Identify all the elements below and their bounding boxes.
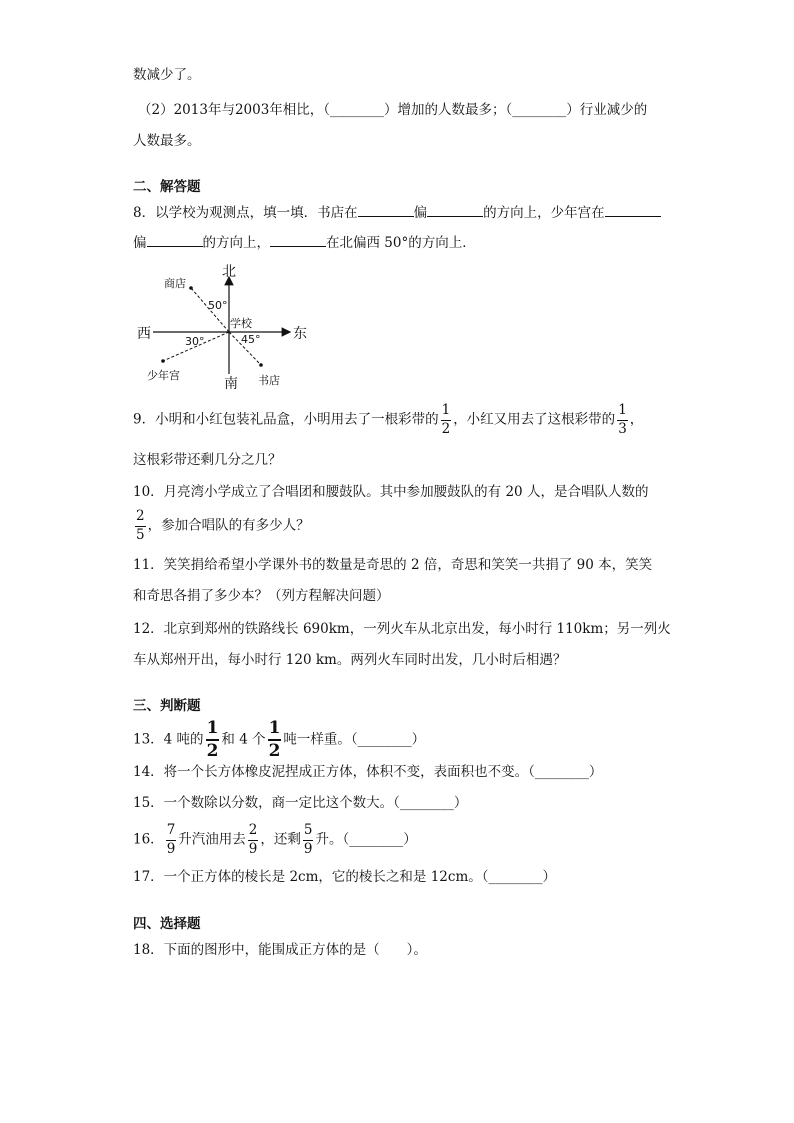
question-8-line-2 (133, 233, 476, 253)
question-10-line-2 (133, 510, 310, 542)
text: 升汽油用去 (178, 831, 246, 848)
text-line: 14．将一个长方体橡皮泥捏成正方体，体积不变，表面积也不变。（________） (133, 764, 603, 780)
answer-blank[interactable] (427, 204, 483, 217)
north-label: 北 (222, 264, 236, 280)
east-label: 东 (293, 326, 307, 342)
question-8-line-1 (133, 203, 661, 223)
shop-point (189, 286, 193, 290)
numerator: 2 (248, 824, 259, 841)
answer-blank[interactable] (147, 234, 203, 247)
shop-label: 商店 (164, 277, 186, 290)
text-line: 和奇思各捐了多少本？（列方程解决问题） (133, 588, 390, 604)
denominator: 2 (441, 420, 451, 437)
palace-point (161, 359, 165, 363)
text-line: 人数最多。 (133, 133, 201, 149)
fraction (135, 510, 146, 542)
text: 16． (133, 831, 164, 848)
fraction (166, 824, 177, 856)
text-line: 17．一个正方体的棱长是 2cm，它的棱长之和是 12cm。（________） (133, 869, 557, 885)
text: ，参加合唱队的有多少人？ (147, 517, 310, 534)
angle-50-label: 50° (208, 299, 228, 312)
denominator: 2 (206, 741, 219, 761)
denominator: 9 (303, 840, 313, 857)
text: ，小红又用去了这根彩带的 (453, 411, 616, 428)
angle-45-label: 45° (241, 333, 261, 346)
fraction (248, 824, 259, 856)
denominator: 9 (166, 840, 176, 857)
text: 13．4 吨的 (133, 731, 204, 748)
numerator: 1 (206, 720, 220, 741)
denominator: 2 (268, 741, 281, 761)
denominator: 3 (618, 420, 627, 437)
text-line: 数减少了。 (133, 67, 201, 83)
text-line: 18．下面的图形中，能围成正方体的是（ ）。 (133, 942, 427, 958)
text-line: 10．月亮湾小学成立了合唱团和腰鼓队。其中参加腰鼓队的有 20 人，是合唱队人数的 (133, 484, 649, 500)
text: 的方向上，少年宫在 (483, 205, 605, 221)
text-line: （2）2013年与2003年相比，（________）增加的人数最多；（________）行业减少的 (138, 102, 648, 118)
direction-diagram (133, 262, 318, 390)
text: 和 4 个 (221, 731, 266, 748)
text: ， (629, 411, 644, 428)
text: ，还剩 (260, 831, 301, 848)
numerator: 1 (617, 404, 628, 421)
angle-30-label: 30° (185, 335, 205, 348)
section-heading: 二、解答题 (133, 179, 201, 195)
text-line: 15．一个数除以分数，商一定比这个数大。（________） (133, 795, 468, 811)
denominator: 9 (248, 840, 258, 857)
south-label: 南 (224, 376, 238, 390)
text-line: 车从郑州开出，每小时行 120 km。两列火车同时出发，几小时后相遇？ (133, 652, 567, 668)
fraction (441, 404, 452, 436)
text-line: 这根彩带还剩几分之几？ (133, 452, 282, 468)
text: 吨一样重。（________） (283, 731, 426, 748)
question-16 (133, 824, 417, 856)
text: 升。（________） (315, 831, 417, 848)
bookstore-label: 书店 (258, 374, 280, 387)
numerator: 5 (303, 824, 314, 841)
section-heading: 三、判断题 (133, 698, 201, 714)
school-label: 学校 (230, 317, 252, 330)
fraction (206, 720, 220, 760)
text: 偏 (413, 205, 428, 221)
numerator: 2 (135, 510, 146, 527)
fraction (617, 404, 628, 436)
answer-blank[interactable] (605, 204, 661, 217)
question-13 (133, 720, 425, 760)
answer-blank[interactable] (270, 234, 326, 247)
text: 9．小明和小红包装礼品盒，小明用去了一根彩带的 (133, 411, 439, 428)
question-9-line-1 (133, 404, 643, 436)
numerator: 1 (441, 404, 452, 421)
text-line: 11．笑笑捐给希望小学课外书的数量是奇思的 2 倍，奇思和笑笑一共捐了 90 本，笑笑 (133, 557, 653, 573)
text: 偏 (133, 235, 147, 251)
text: 在北偏西 50°的方向上． (326, 235, 476, 251)
text-line: 12．北京到郑州的铁路线长 690km，一列火车从北京出发，每小时行 110km；另一列火 (133, 621, 671, 637)
answer-blank[interactable] (358, 204, 414, 217)
numerator: 7 (166, 824, 177, 841)
west-label: 西 (137, 326, 151, 342)
numerator: 1 (268, 720, 282, 741)
bookstore-point (259, 363, 263, 367)
youth-palace-label: 少年宫 (147, 369, 180, 382)
fraction (268, 720, 282, 760)
denominator: 5 (136, 526, 145, 543)
text: 的方向上， (202, 235, 270, 251)
section-heading: 四、选择题 (133, 916, 201, 932)
text: 8．以学校为观测点，填一填．书店在 (133, 205, 358, 221)
fraction (303, 824, 314, 856)
